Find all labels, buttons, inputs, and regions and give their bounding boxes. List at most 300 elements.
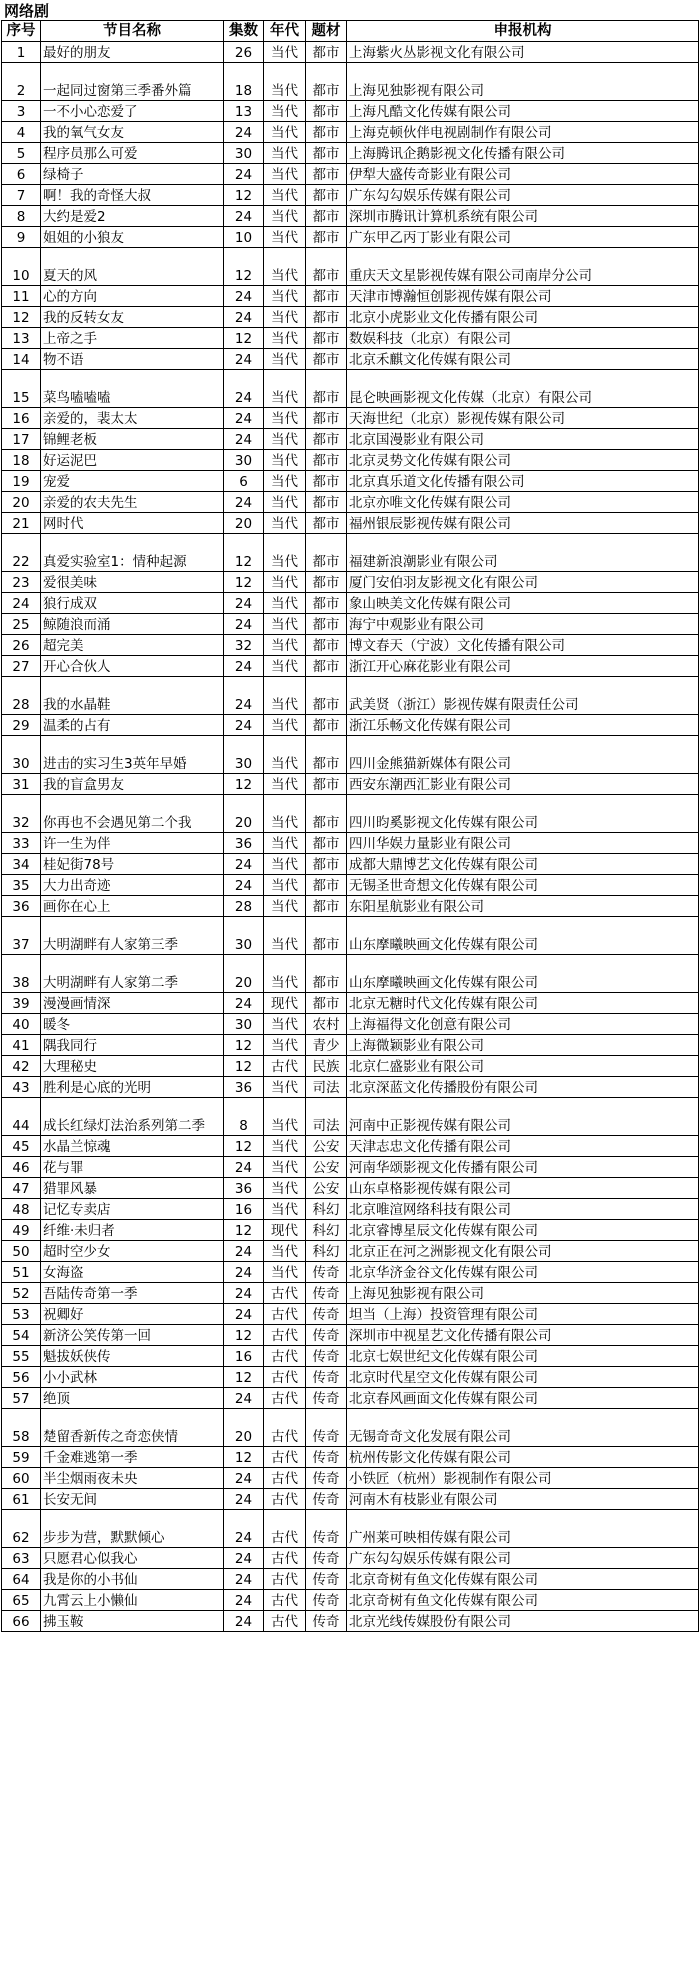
table-row: [2, 101, 699, 122]
era-cell: 当代: [264, 206, 306, 227]
episode-count-cell: 12: [224, 185, 264, 206]
episode-count-cell: 30: [224, 143, 264, 164]
program-name-cell: 绿椅子: [41, 164, 224, 185]
table-row: [2, 593, 699, 614]
episode-count-cell: 24: [224, 1510, 264, 1548]
row-index-cell: 17: [2, 429, 41, 450]
program-name-cell: 胜利是心底的光明: [41, 1077, 224, 1098]
genre-cell: 传奇: [306, 1468, 347, 1489]
era-cell: 当代: [264, 875, 306, 896]
row-index-cell: 20: [2, 492, 41, 513]
genre-cell: 都市: [306, 122, 347, 143]
table-row: [2, 471, 699, 492]
era-cell: 当代: [264, 101, 306, 122]
row-index-cell: 59: [2, 1447, 41, 1468]
program-name-cell: 鲸随浪而涌: [41, 614, 224, 635]
era-cell: 当代: [264, 408, 306, 429]
episode-count-cell: 24: [224, 1388, 264, 1409]
table-row: [2, 429, 699, 450]
row-index-cell: 16: [2, 408, 41, 429]
row-index-cell: 46: [2, 1157, 41, 1178]
episode-count-cell: 20: [224, 795, 264, 833]
genre-cell: 都市: [306, 185, 347, 206]
era-cell: 当代: [264, 917, 306, 955]
table-row: [2, 677, 699, 715]
program-name-cell: 姐姐的小狼友: [41, 227, 224, 248]
genre-cell: 都市: [306, 677, 347, 715]
organization-cell: 北京奇树有鱼文化传媒有限公司: [347, 1569, 699, 1590]
row-index-cell: 36: [2, 896, 41, 917]
program-name-cell: 狼行成双: [41, 593, 224, 614]
era-cell: 当代: [264, 471, 306, 492]
era-cell: 当代: [264, 593, 306, 614]
episode-count-cell: 12: [224, 534, 264, 572]
table-row: [2, 1346, 699, 1367]
era-cell: 古代: [264, 1548, 306, 1569]
genre-cell: 都市: [306, 370, 347, 408]
episode-count-cell: 24: [224, 1548, 264, 1569]
row-index-cell: 55: [2, 1346, 41, 1367]
era-cell: 当代: [264, 1178, 306, 1199]
organization-cell: 上海福得文化创意有限公司: [347, 1014, 699, 1035]
program-name-cell: 只愿君心似我心: [41, 1548, 224, 1569]
genre-cell: 都市: [306, 42, 347, 63]
episode-count-cell: 30: [224, 450, 264, 471]
page-title: 网络剧: [4, 2, 50, 20]
episode-count-cell: 32: [224, 635, 264, 656]
episode-count-cell: 13: [224, 101, 264, 122]
organization-cell: 坦当（上海）投资管理有限公司: [347, 1304, 699, 1325]
era-cell: 当代: [264, 635, 306, 656]
row-index-cell: 12: [2, 307, 41, 328]
row-index-cell: 64: [2, 1569, 41, 1590]
organization-cell: 重庆天文星影视传媒有限公司南岸分公司: [347, 248, 699, 286]
organization-cell: 浙江开心麻花影业有限公司: [347, 656, 699, 677]
table-header-row: [2, 21, 699, 42]
episode-count-cell: 20: [224, 513, 264, 534]
era-cell: 当代: [264, 42, 306, 63]
genre-cell: 传奇: [306, 1489, 347, 1510]
table-row: [2, 1447, 699, 1468]
episode-count-cell: 24: [224, 1569, 264, 1590]
organization-cell: 河南中正影视传媒有限公司: [347, 1098, 699, 1136]
program-name-cell: 九霄云上小懒仙: [41, 1590, 224, 1611]
era-cell: 古代: [264, 1510, 306, 1548]
table-row: [2, 1510, 699, 1548]
organization-cell: 昆仑映画影视文化传媒（北京）有限公司: [347, 370, 699, 408]
organization-cell: 北京奇树有鱼文化传媒有限公司: [347, 1590, 699, 1611]
organization-cell: 浙江乐畅文化传媒有限公司: [347, 715, 699, 736]
program-name-cell: 菜鸟嗑嗑嗑: [41, 370, 224, 408]
genre-cell: 都市: [306, 492, 347, 513]
program-name-cell: 上帝之手: [41, 328, 224, 349]
episode-count-cell: 24: [224, 122, 264, 143]
row-index-cell: 22: [2, 534, 41, 572]
era-cell: 古代: [264, 1325, 306, 1346]
episode-count-cell: 24: [224, 993, 264, 1014]
row-index-cell: 47: [2, 1178, 41, 1199]
genre-cell: 都市: [306, 715, 347, 736]
row-index-cell: 29: [2, 715, 41, 736]
genre-cell: 都市: [306, 593, 347, 614]
program-name-cell: 半尘烟雨夜未央: [41, 1468, 224, 1489]
era-cell: 当代: [264, 1014, 306, 1035]
genre-cell: 都市: [306, 534, 347, 572]
table-row: [2, 795, 699, 833]
organization-cell: 上海凡酷文化传媒有限公司: [347, 101, 699, 122]
row-index-cell: 4: [2, 122, 41, 143]
genre-cell: 都市: [306, 63, 347, 101]
genre-cell: 公安: [306, 1136, 347, 1157]
row-index-cell: 10: [2, 248, 41, 286]
genre-cell: 传奇: [306, 1325, 347, 1346]
organization-cell: 无锡奇奇文化发展有限公司: [347, 1409, 699, 1447]
table-row: [2, 1325, 699, 1346]
row-index-cell: 19: [2, 471, 41, 492]
organization-cell: 四川昀奚影视文化传媒有限公司: [347, 795, 699, 833]
organization-cell: 武美贤（浙江）影视传媒有限责任公司: [347, 677, 699, 715]
genre-cell: 民族: [306, 1056, 347, 1077]
era-cell: 当代: [264, 534, 306, 572]
episode-count-cell: 36: [224, 1178, 264, 1199]
program-name-cell: 开心合伙人: [41, 656, 224, 677]
genre-cell: 都市: [306, 164, 347, 185]
genre-cell: 公安: [306, 1157, 347, 1178]
program-name-cell: 漫漫画情深: [41, 993, 224, 1014]
row-index-cell: 62: [2, 1510, 41, 1548]
era-cell: 现代: [264, 993, 306, 1014]
program-name-cell: 超完美: [41, 635, 224, 656]
era-cell: 古代: [264, 1611, 306, 1632]
genre-cell: 都市: [306, 896, 347, 917]
program-name-cell: 新济公笑传第一回: [41, 1325, 224, 1346]
episode-count-cell: 16: [224, 1199, 264, 1220]
episode-count-cell: 24: [224, 307, 264, 328]
episode-count-cell: 12: [224, 1035, 264, 1056]
table-row: [2, 1035, 699, 1056]
genre-cell: 司法: [306, 1098, 347, 1136]
organization-cell: 北京深蓝文化传播股份有限公司: [347, 1077, 699, 1098]
program-name-cell: 啊！我的奇怪大叔: [41, 185, 224, 206]
era-cell: 当代: [264, 614, 306, 635]
era-cell: 当代: [264, 185, 306, 206]
genre-cell: 都市: [306, 795, 347, 833]
organization-cell: 小铁匠（杭州）影视制作有限公司: [347, 1468, 699, 1489]
row-index-cell: 31: [2, 774, 41, 795]
genre-cell: 传奇: [306, 1548, 347, 1569]
program-name-cell: 亲爱的，裴太太: [41, 408, 224, 429]
episode-count-cell: 24: [224, 349, 264, 370]
organization-cell: 上海见独影视有限公司: [347, 1283, 699, 1304]
episode-count-cell: 36: [224, 833, 264, 854]
episode-count-cell: 30: [224, 917, 264, 955]
row-index-cell: 8: [2, 206, 41, 227]
table-row: [2, 1611, 699, 1632]
drama-list-table: [1, 20, 699, 1632]
episode-count-cell: 20: [224, 1409, 264, 1447]
program-name-cell: 夏天的风: [41, 248, 224, 286]
program-name-cell: 长安无间: [41, 1489, 224, 1510]
table-row: [2, 1283, 699, 1304]
row-index-cell: 3: [2, 101, 41, 122]
table-row: [2, 286, 699, 307]
era-cell: 当代: [264, 1077, 306, 1098]
program-name-cell: 宠爱: [41, 471, 224, 492]
era-cell: 古代: [264, 1468, 306, 1489]
genre-cell: 传奇: [306, 1447, 347, 1468]
row-index-cell: 40: [2, 1014, 41, 1035]
row-index-cell: 9: [2, 227, 41, 248]
organization-cell: 深圳市中视星艺文化传播有限公司: [347, 1325, 699, 1346]
era-cell: 古代: [264, 1409, 306, 1447]
era-cell: 古代: [264, 1447, 306, 1468]
row-index-cell: 53: [2, 1304, 41, 1325]
table-row: [2, 1304, 699, 1325]
header-program-name: 节目名称: [41, 21, 224, 42]
genre-cell: 科幻: [306, 1199, 347, 1220]
era-cell: 当代: [264, 307, 306, 328]
program-name-cell: 最好的朋友: [41, 42, 224, 63]
organization-cell: 上海腾讯企鹅影视文化传播有限公司: [347, 143, 699, 164]
era-cell: 古代: [264, 1304, 306, 1325]
row-index-cell: 43: [2, 1077, 41, 1098]
row-index-cell: 14: [2, 349, 41, 370]
table-row: [2, 1157, 699, 1178]
table-row: [2, 227, 699, 248]
row-index-cell: 11: [2, 286, 41, 307]
row-index-cell: 42: [2, 1056, 41, 1077]
era-cell: 当代: [264, 122, 306, 143]
era-cell: 古代: [264, 1367, 306, 1388]
program-name-cell: 真爱实验室1：情种起源: [41, 534, 224, 572]
program-name-cell: 女海盗: [41, 1262, 224, 1283]
organization-cell: 上海微颖影业有限公司: [347, 1035, 699, 1056]
organization-cell: 天津志忠文化传播有限公司: [347, 1136, 699, 1157]
episode-count-cell: 24: [224, 429, 264, 450]
organization-cell: 西安东潮西汇影业有限公司: [347, 774, 699, 795]
header-episodes: 集数: [224, 21, 264, 42]
organization-cell: 福建新浪潮影业有限公司: [347, 534, 699, 572]
genre-cell: 都市: [306, 408, 347, 429]
era-cell: 当代: [264, 328, 306, 349]
organization-cell: 深圳市腾讯计算机系统有限公司: [347, 206, 699, 227]
genre-cell: 都市: [306, 349, 347, 370]
program-name-cell: 我的盲盒男友: [41, 774, 224, 795]
organization-cell: 天津市博瀚恒创影视传媒有限公司: [347, 286, 699, 307]
organization-cell: 山东摩曦映画文化传媒有限公司: [347, 917, 699, 955]
program-name-cell: 你再也不会遇见第二个我: [41, 795, 224, 833]
episode-count-cell: 20: [224, 955, 264, 993]
table-row: [2, 1262, 699, 1283]
episode-count-cell: 24: [224, 593, 264, 614]
organization-cell: 北京唯渲网络科技有限公司: [347, 1199, 699, 1220]
organization-cell: 北京国漫影业有限公司: [347, 429, 699, 450]
era-cell: 当代: [264, 1199, 306, 1220]
table-row: [2, 63, 699, 101]
program-name-cell: 我的水晶鞋: [41, 677, 224, 715]
table-row: [2, 993, 699, 1014]
genre-cell: 科幻: [306, 1241, 347, 1262]
episode-count-cell: 12: [224, 1136, 264, 1157]
era-cell: 当代: [264, 1241, 306, 1262]
row-index-cell: 34: [2, 854, 41, 875]
episode-count-cell: 24: [224, 656, 264, 677]
genre-cell: 农村: [306, 1014, 347, 1035]
organization-cell: 无锡圣世奇想文化传媒有限公司: [347, 875, 699, 896]
era-cell: 当代: [264, 349, 306, 370]
episode-count-cell: 30: [224, 736, 264, 774]
row-index-cell: 51: [2, 1262, 41, 1283]
row-index-cell: 27: [2, 656, 41, 677]
row-index-cell: 39: [2, 993, 41, 1014]
genre-cell: 都市: [306, 774, 347, 795]
genre-cell: 传奇: [306, 1262, 347, 1283]
organization-cell: 北京仁盛影业有限公司: [347, 1056, 699, 1077]
genre-cell: 都市: [306, 833, 347, 854]
episode-count-cell: 12: [224, 1220, 264, 1241]
row-index-cell: 48: [2, 1199, 41, 1220]
program-name-cell: 好运泥巴: [41, 450, 224, 471]
program-name-cell: 大明湖畔有人家第三季: [41, 917, 224, 955]
era-cell: 当代: [264, 286, 306, 307]
table-row: [2, 1199, 699, 1220]
era-cell: 当代: [264, 896, 306, 917]
table-row: [2, 656, 699, 677]
episode-count-cell: 12: [224, 1367, 264, 1388]
genre-cell: 都市: [306, 450, 347, 471]
row-index-cell: 37: [2, 917, 41, 955]
table-row: [2, 185, 699, 206]
program-name-cell: 千金难逃第一季: [41, 1447, 224, 1468]
table-row: [2, 122, 699, 143]
genre-cell: 都市: [306, 875, 347, 896]
episode-count-cell: 24: [224, 206, 264, 227]
era-cell: 当代: [264, 833, 306, 854]
organization-cell: 北京春风画面文化传媒有限公司: [347, 1388, 699, 1409]
genre-cell: 都市: [306, 736, 347, 774]
row-index-cell: 32: [2, 795, 41, 833]
era-cell: 当代: [264, 1262, 306, 1283]
era-cell: 当代: [264, 774, 306, 795]
table-row: [2, 42, 699, 63]
organization-cell: 上海克顿伙伴电视剧制作有限公司: [347, 122, 699, 143]
row-index-cell: 13: [2, 328, 41, 349]
era-cell: 当代: [264, 656, 306, 677]
table-row: [2, 1489, 699, 1510]
row-index-cell: 2: [2, 63, 41, 101]
organization-cell: 广东甲乙丙丁影业有限公司: [347, 227, 699, 248]
program-name-cell: 亲爱的农夫先生: [41, 492, 224, 513]
episode-count-cell: 28: [224, 896, 264, 917]
program-name-cell: 大约是爱2: [41, 206, 224, 227]
table-row: [2, 635, 699, 656]
organization-cell: 北京小虎影业文化传播有限公司: [347, 307, 699, 328]
episode-count-cell: 24: [224, 1283, 264, 1304]
table-row: [2, 1367, 699, 1388]
era-cell: 当代: [264, 1035, 306, 1056]
organization-cell: 海宁中观影业有限公司: [347, 614, 699, 635]
program-name-cell: 记忆专卖店: [41, 1199, 224, 1220]
program-name-cell: 祝卿好: [41, 1304, 224, 1325]
episode-count-cell: 24: [224, 1489, 264, 1510]
program-name-cell: 爱很美味: [41, 572, 224, 593]
row-index-cell: 1: [2, 42, 41, 63]
organization-cell: 山东摩曦映画文化传媒有限公司: [347, 955, 699, 993]
program-name-cell: 暖冬: [41, 1014, 224, 1035]
era-cell: 古代: [264, 1569, 306, 1590]
organization-cell: 象山映美文化传媒有限公司: [347, 593, 699, 614]
era-cell: 当代: [264, 450, 306, 471]
table-row: [2, 1178, 699, 1199]
row-index-cell: 23: [2, 572, 41, 593]
era-cell: 当代: [264, 143, 306, 164]
genre-cell: 都市: [306, 854, 347, 875]
genre-cell: 都市: [306, 143, 347, 164]
row-index-cell: 50: [2, 1241, 41, 1262]
organization-cell: 北京无糖时代文化传媒有限公司: [347, 993, 699, 1014]
program-name-cell: 成长红绿灯法治系列第二季: [41, 1098, 224, 1136]
table-row: [2, 1098, 699, 1136]
era-cell: 现代: [264, 1220, 306, 1241]
program-name-cell: 锦鲤老板: [41, 429, 224, 450]
program-name-cell: 拂玉鞍: [41, 1611, 224, 1632]
table-row: [2, 1409, 699, 1447]
table-row: [2, 715, 699, 736]
episode-count-cell: 24: [224, 715, 264, 736]
organization-cell: 厦门安伯羽友影视文化有限公司: [347, 572, 699, 593]
program-name-cell: 程序员那么可爱: [41, 143, 224, 164]
organization-cell: 东阳星航影业有限公司: [347, 896, 699, 917]
genre-cell: 传奇: [306, 1409, 347, 1447]
genre-cell: 公安: [306, 1178, 347, 1199]
genre-cell: 传奇: [306, 1388, 347, 1409]
organization-cell: 山东卓格影视传媒有限公司: [347, 1178, 699, 1199]
organization-cell: 北京真乐道文化传播有限公司: [347, 471, 699, 492]
row-index-cell: 45: [2, 1136, 41, 1157]
header-organization: 申报机构: [347, 21, 699, 42]
episode-count-cell: 12: [224, 248, 264, 286]
table-row: [2, 614, 699, 635]
program-name-cell: 纤维·未归者: [41, 1220, 224, 1241]
era-cell: 当代: [264, 63, 306, 101]
table-row: [2, 143, 699, 164]
row-index-cell: 38: [2, 955, 41, 993]
table-row: [2, 896, 699, 917]
genre-cell: 传奇: [306, 1569, 347, 1590]
organization-cell: 广东勾勾娱乐传媒有限公司: [347, 1548, 699, 1569]
program-name-cell: 楚留香新传之奇恋侠情: [41, 1409, 224, 1447]
genre-cell: 都市: [306, 227, 347, 248]
row-index-cell: 60: [2, 1468, 41, 1489]
organization-cell: 北京亦唯文化传媒有限公司: [347, 492, 699, 513]
era-cell: 古代: [264, 1346, 306, 1367]
episode-count-cell: 24: [224, 1590, 264, 1611]
era-cell: 当代: [264, 1098, 306, 1136]
genre-cell: 都市: [306, 917, 347, 955]
row-index-cell: 30: [2, 736, 41, 774]
episode-count-cell: 24: [224, 1468, 264, 1489]
genre-cell: 科幻: [306, 1220, 347, 1241]
program-name-cell: 隅我同行: [41, 1035, 224, 1056]
episode-count-cell: 24: [224, 854, 264, 875]
episode-count-cell: 30: [224, 1014, 264, 1035]
genre-cell: 传奇: [306, 1346, 347, 1367]
program-name-cell: 画你在心上: [41, 896, 224, 917]
table-row: [2, 1014, 699, 1035]
row-index-cell: 6: [2, 164, 41, 185]
program-name-cell: 猎罪风暴: [41, 1178, 224, 1199]
episode-count-cell: 24: [224, 1262, 264, 1283]
